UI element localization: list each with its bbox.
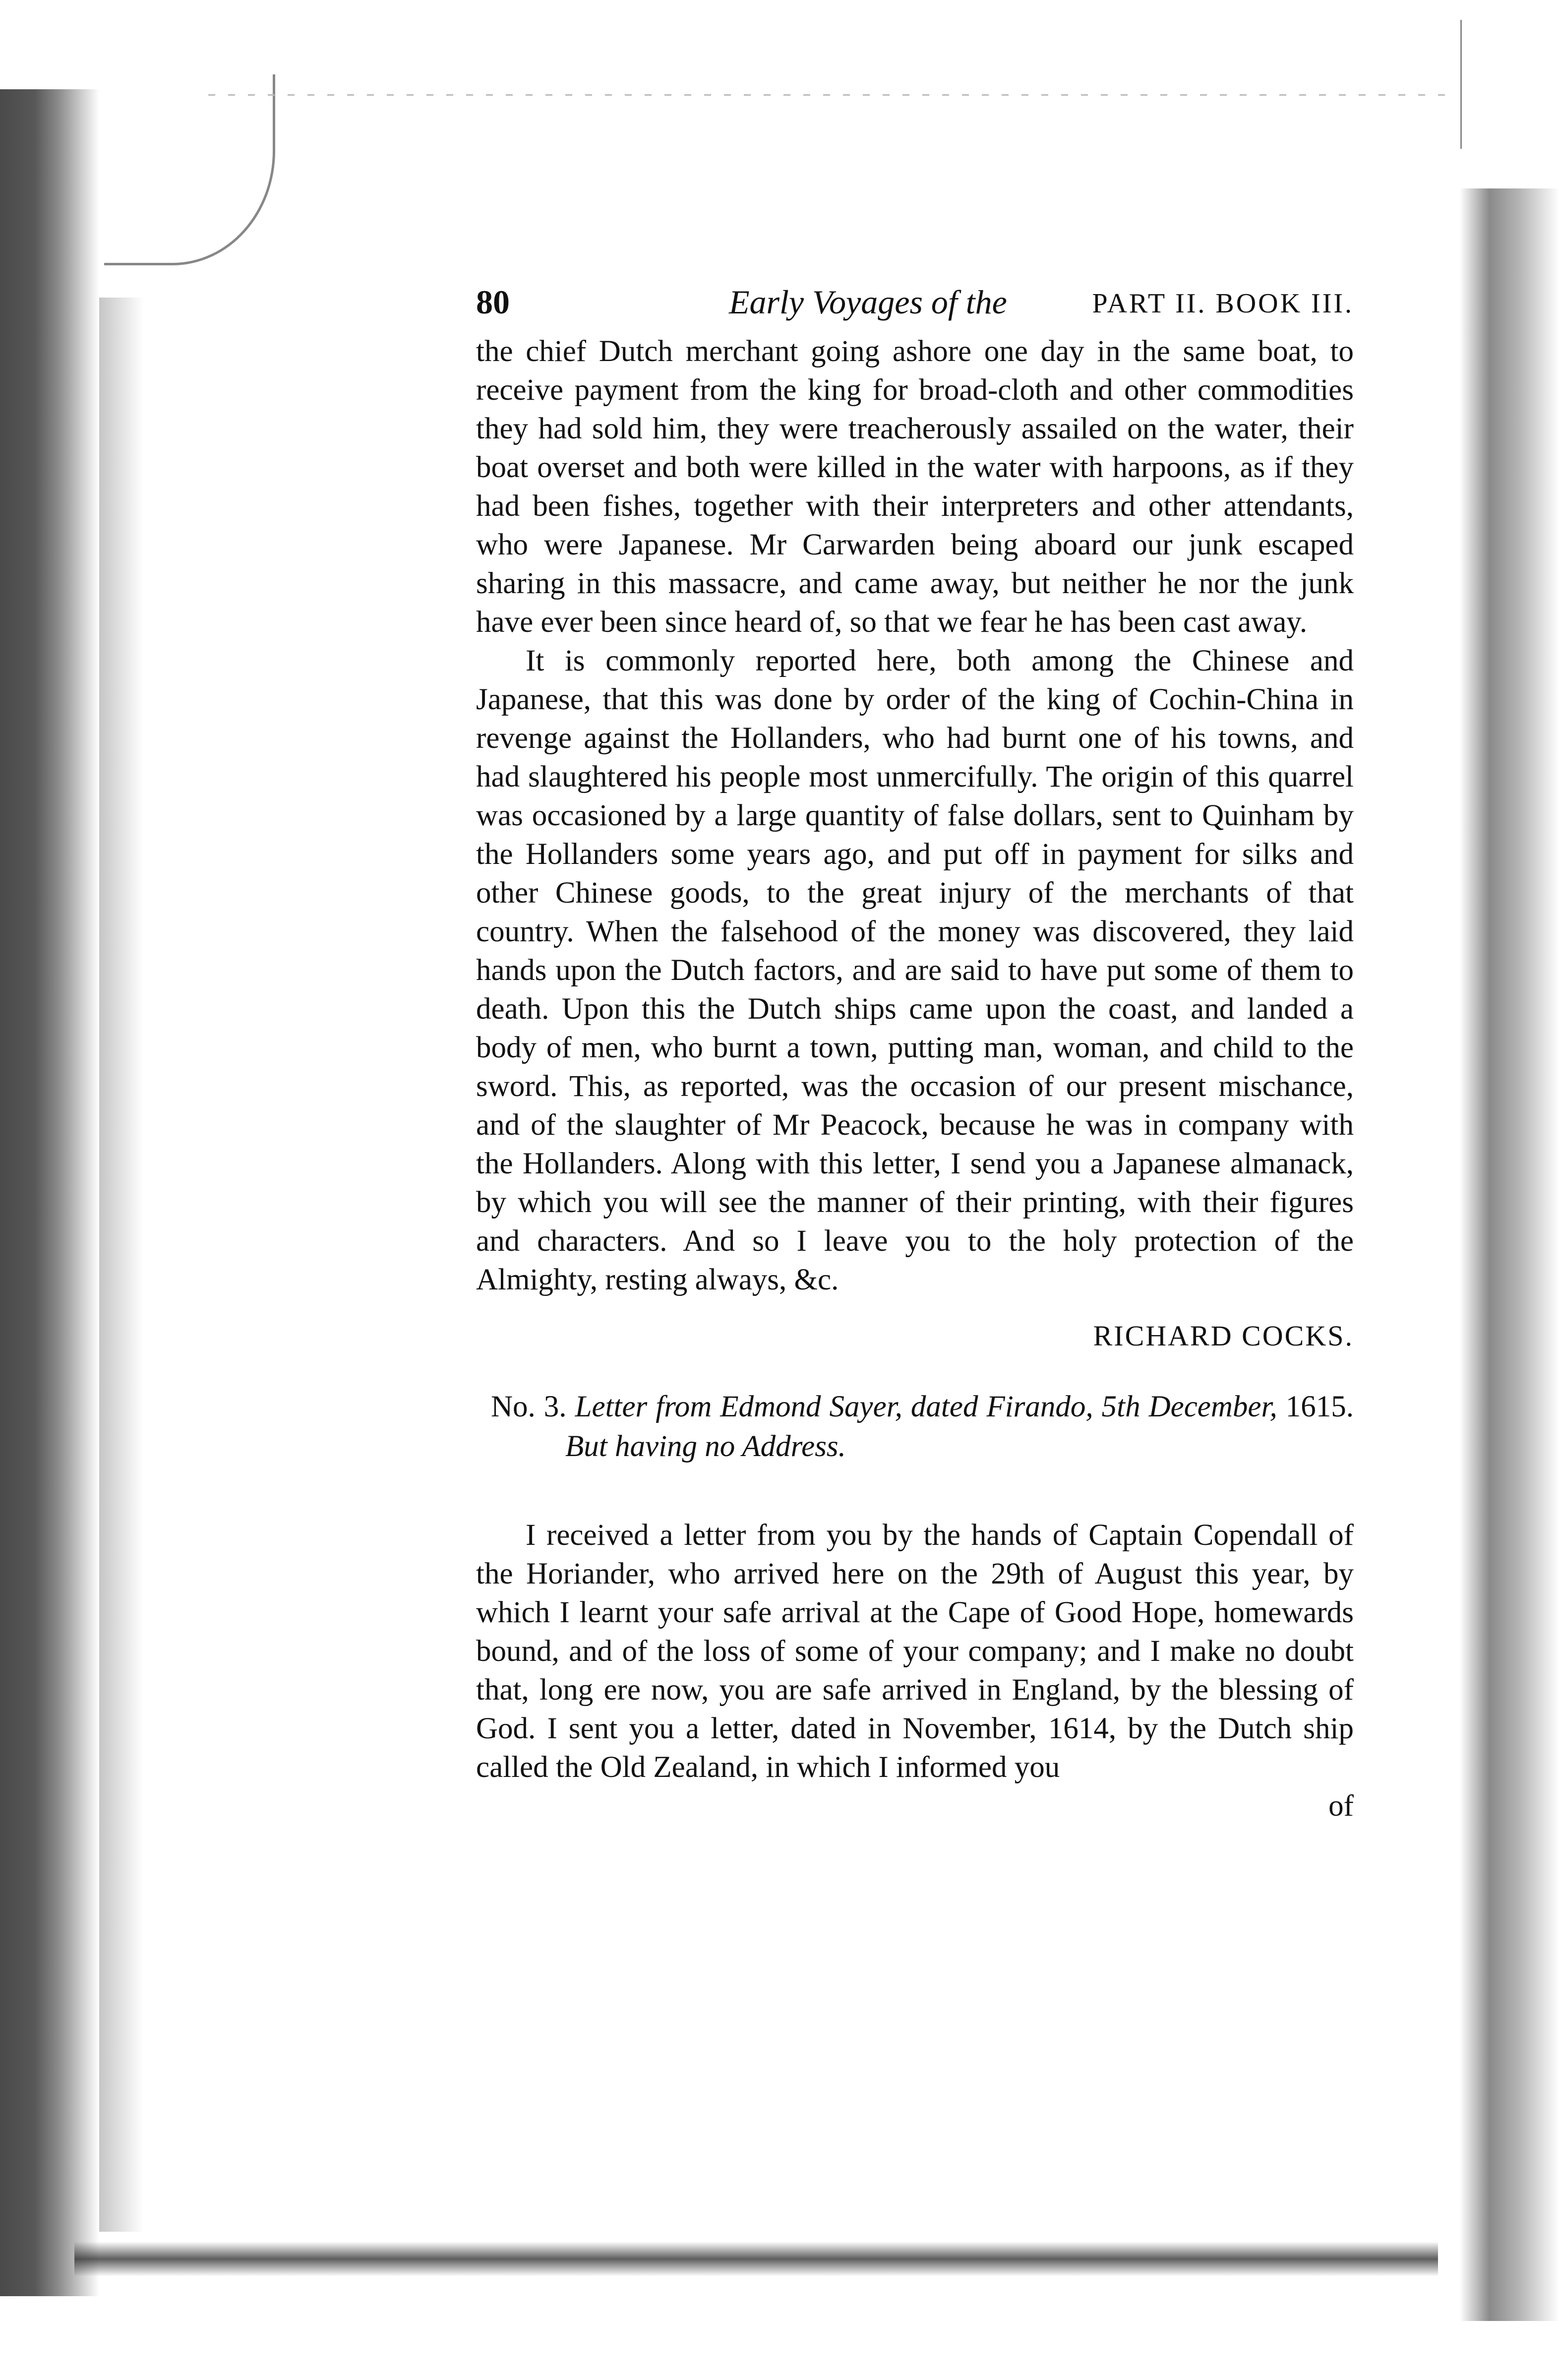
- scan-artifact-line: [208, 94, 1448, 96]
- paragraph: It is commonly reported here, both among the Chinese and Japanese, that this was done by order of the king of Cochin-China in revenge against the Hollanders, who had burnt one of his towns, and had slaughtered his people most unmercifully. The origin of this quarrel was occasioned by a large quantity of false dollars, sent to Quinham by the Hollanders some years ago, and put off in payment for silks and other Chinese goods, to the great injury of the merchants of that country. When the falsehood of the money was discovered, they laid hands upon the Dutch factors, and are said to have put some of them to death. Upon this the Dutch ships came upon the coast, and landed a body of men, who burnt a town, putting man, woman, and child to the sword. This, as reported, was the occasion of our present mischance, and of the slaughter of Mr Peacock, because he was in company with the Hollanders. Along with this letter, I send you a Japanese almanack, by which you will see the manner of their printing, with their figures and characters. And so I leave you to the holy protection of the Almighty, resting always, &c.: [476, 644, 1354, 1296]
- letter-number: No. 3.: [491, 1390, 567, 1423]
- signature: RICHARD COCKS.: [1093, 1320, 1354, 1352]
- scan-shadow-bottom: [74, 2242, 1438, 2276]
- paragraph-continued: the chief Dutch merchant going ashore one day in the same boat, to receive payment from the king for broad-cloth and other commodities they had sold him, they were treacherously assailed on the water, their boat overset and both were killed in the water with harpoons, as if they had been fishes, together with their interpreters and other attendants, who were Japanese. Mr Carwarden being aboard our junk escaped sharing in this massacre, and came away, but neither he nor the junk have ever been since heard of, so that we fear he has been cast away.: [476, 335, 1354, 639]
- letter-heading: [476, 1387, 1354, 1466]
- letter-year: 1615.: [1285, 1390, 1354, 1423]
- page-text-column: [476, 283, 1354, 1826]
- letter-note: But having no Address.: [565, 1430, 846, 1463]
- section-label: PART II. BOOK III.: [1092, 288, 1354, 319]
- running-title: Early Voyages of the: [729, 283, 1007, 321]
- section-spacer: [476, 1466, 1354, 1516]
- scan-shadow-left-inner: [99, 298, 144, 2232]
- page-number: 80: [476, 283, 510, 321]
- scan-shadow-right: [1460, 188, 1559, 2321]
- scan-shadow-left: [0, 89, 99, 2296]
- scan-artifact-line-right: [1460, 20, 1462, 149]
- scan-artifact-arc: [104, 74, 275, 265]
- letter-title: Letter from Edmond Sayer, dated Firando, 5th December,: [575, 1390, 1277, 1423]
- running-head: [476, 283, 1354, 332]
- catchword: of: [1328, 1789, 1354, 1823]
- letter-body-paragraph: I received a letter from you by the hands of Captain Copendall of the Horiander, who arrived here on the 29th of August this year, by which I learnt your safe arrival at the Cape of Good Hope, homewards bound, and of the loss of some of your company; and I make no doubt that, long ere now, you are safe arrived in England, by the blessing of God. I sent you a letter, dated in November, 1614, by the Dutch ship called the Old Zealand, in which I informed you: [476, 1519, 1354, 1784]
